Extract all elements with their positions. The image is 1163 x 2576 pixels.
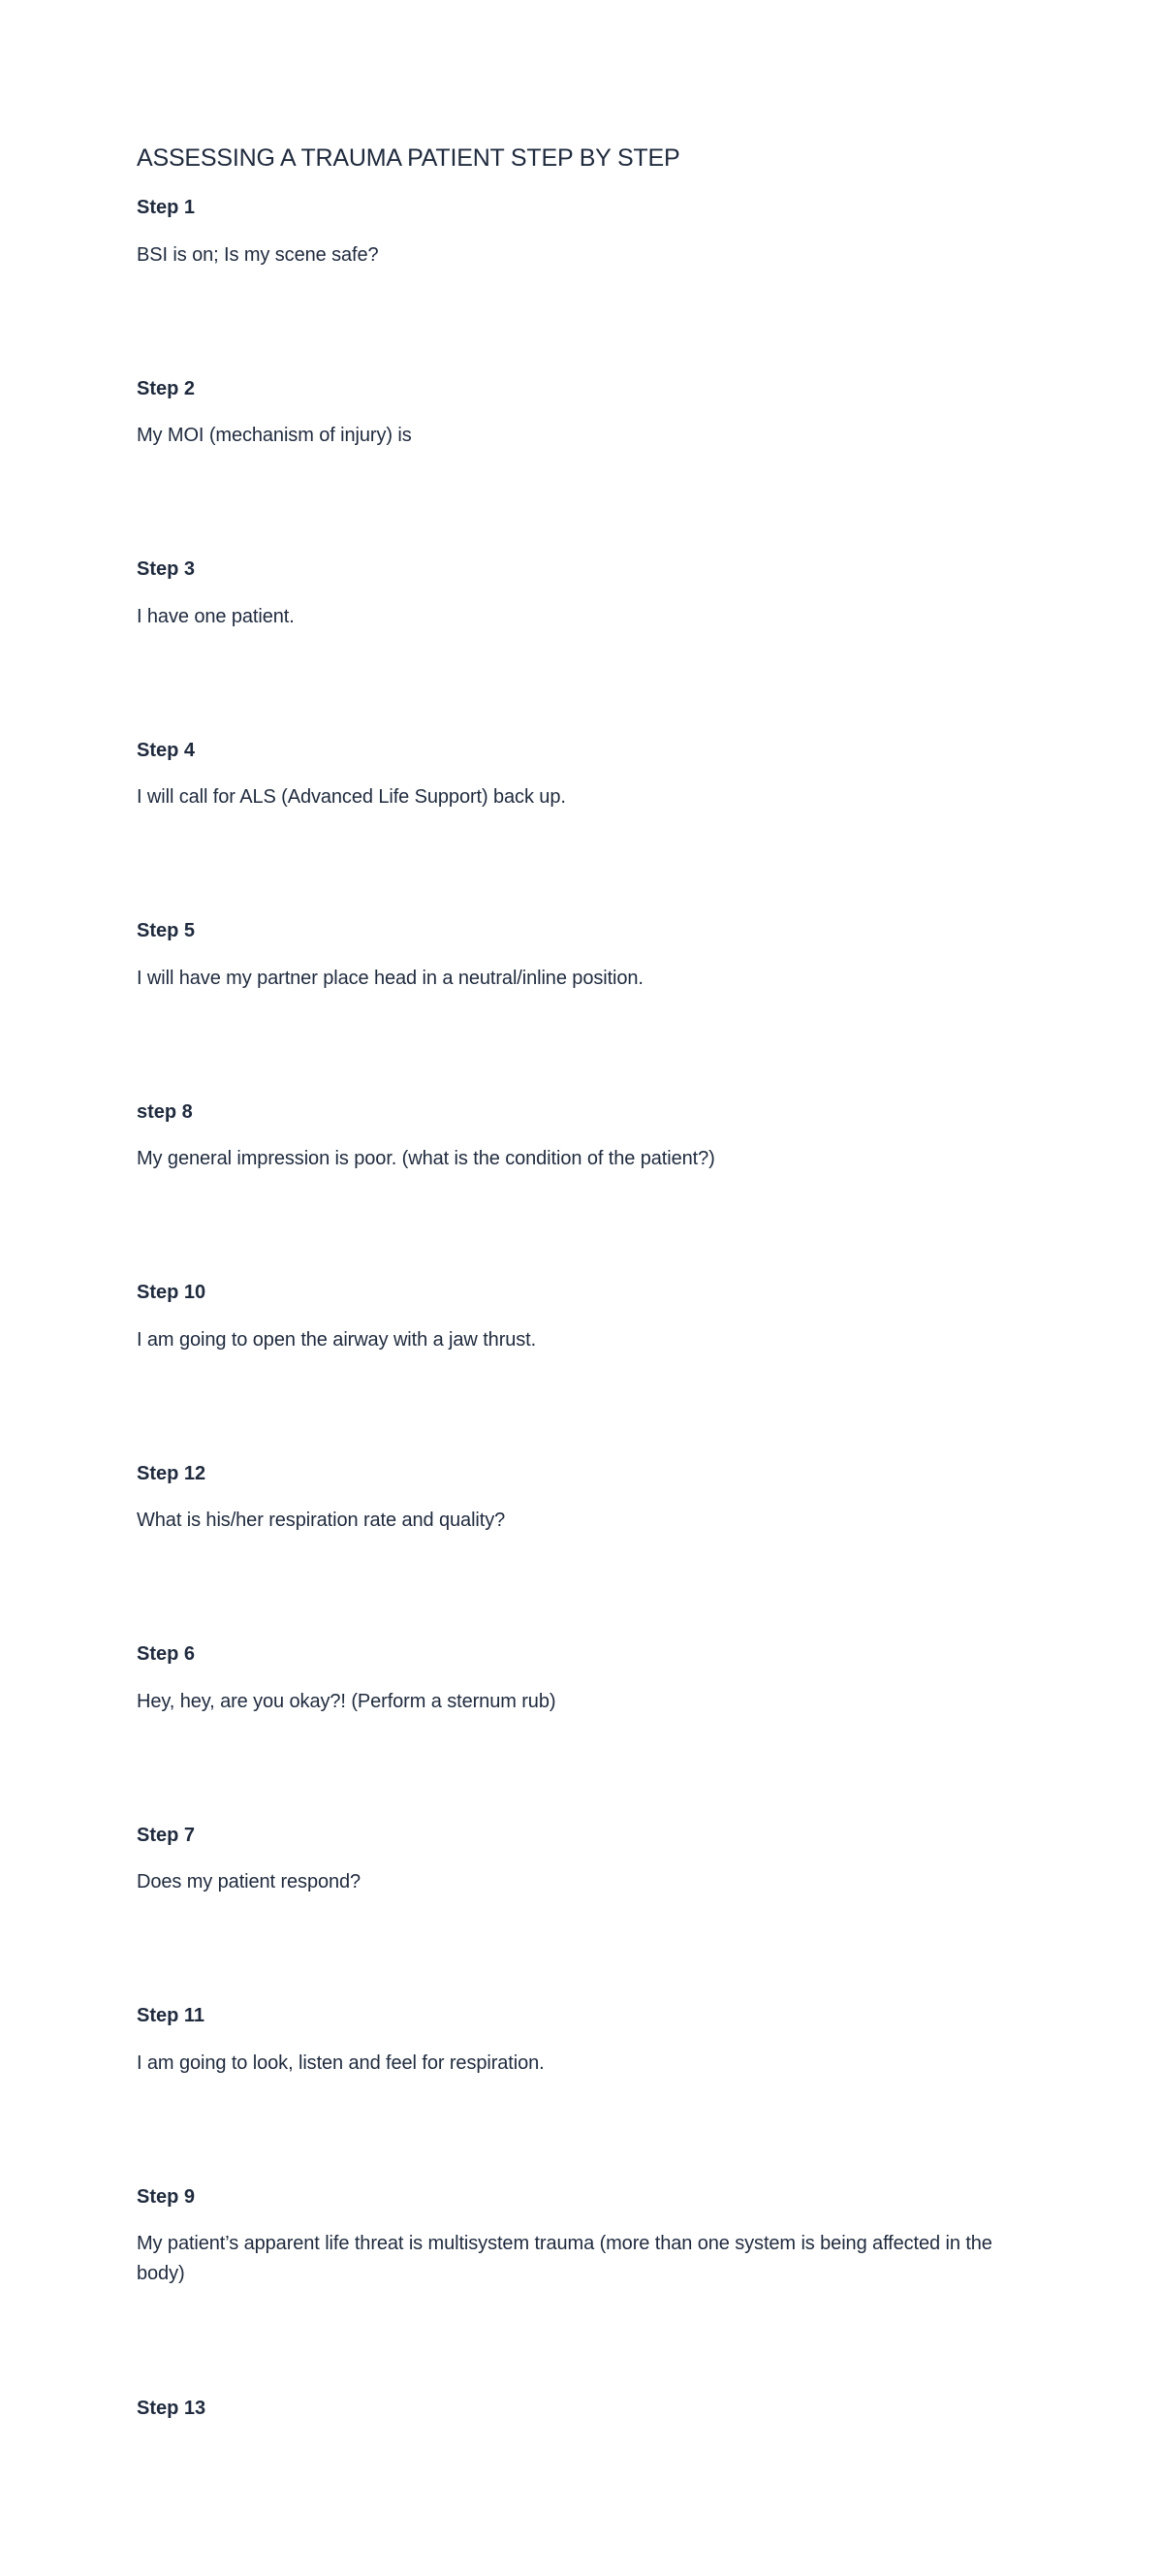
step-item (137, 1461, 1038, 1642)
step-item (137, 1823, 1038, 2004)
step-text: My MOI (mechanism of injury) is (137, 421, 1038, 451)
step-text: My patient’s apparent life threat is multisystem trauma (more than one system is being affected in the body) (137, 2229, 1038, 2289)
step-item (137, 2396, 1038, 2576)
step-heading: Step 5 (137, 918, 1038, 964)
step-heading: step 8 (137, 1099, 1038, 1145)
steps-list (137, 195, 1038, 2576)
step-heading: Step 10 (137, 1280, 1038, 1325)
step-heading: Step 6 (137, 1641, 1038, 1687)
step-text: I am going to open the airway with a jaw thrust. (137, 1325, 1038, 1355)
step-text: Hey, hey, are you okay?! (Perform a sternum rub) (137, 1687, 1038, 1717)
step-item (137, 1641, 1038, 1823)
step-heading: Step 11 (137, 2003, 1038, 2049)
step-heading: Step 13 (137, 2396, 1038, 2441)
step-item (137, 557, 1038, 738)
step-item (137, 1280, 1038, 1461)
step-text: Does my patient respond? (137, 1867, 1038, 1897)
step-heading: Step 4 (137, 738, 1038, 783)
step-text: I will call for ALS (Advanced Life Support) back up. (137, 782, 1038, 812)
step-item (137, 376, 1038, 557)
step-item (137, 2003, 1038, 2184)
step-text: What is his/her respiration rate and quality? (137, 1506, 1038, 1536)
step-text: My general impression is poor. (what is the condition of the patient?) (137, 1144, 1038, 1174)
step-heading: Step 1 (137, 195, 1038, 240)
document-title: ASSESSING A TRAUMA PATIENT STEP BY STEP (137, 142, 679, 175)
step-item (137, 738, 1038, 919)
step-heading: Step 3 (137, 557, 1038, 602)
step-text: I will have my partner place head in a neutral/inline position. (137, 964, 1038, 994)
step-item (137, 2184, 1038, 2396)
step-heading: Step 9 (137, 2184, 1038, 2230)
step-text: I have one patient. (137, 602, 1038, 632)
step-text: I am going to look, listen and feel for respiration. (137, 2049, 1038, 2079)
step-heading: Step 12 (137, 1461, 1038, 1507)
step-text: BSI is on; Is my scene safe? (137, 240, 1038, 270)
step-heading: Step 7 (137, 1823, 1038, 1868)
step-heading: Step 2 (137, 376, 1038, 422)
step-item (137, 918, 1038, 1099)
step-item (137, 1099, 1038, 1281)
step-item (137, 195, 1038, 376)
